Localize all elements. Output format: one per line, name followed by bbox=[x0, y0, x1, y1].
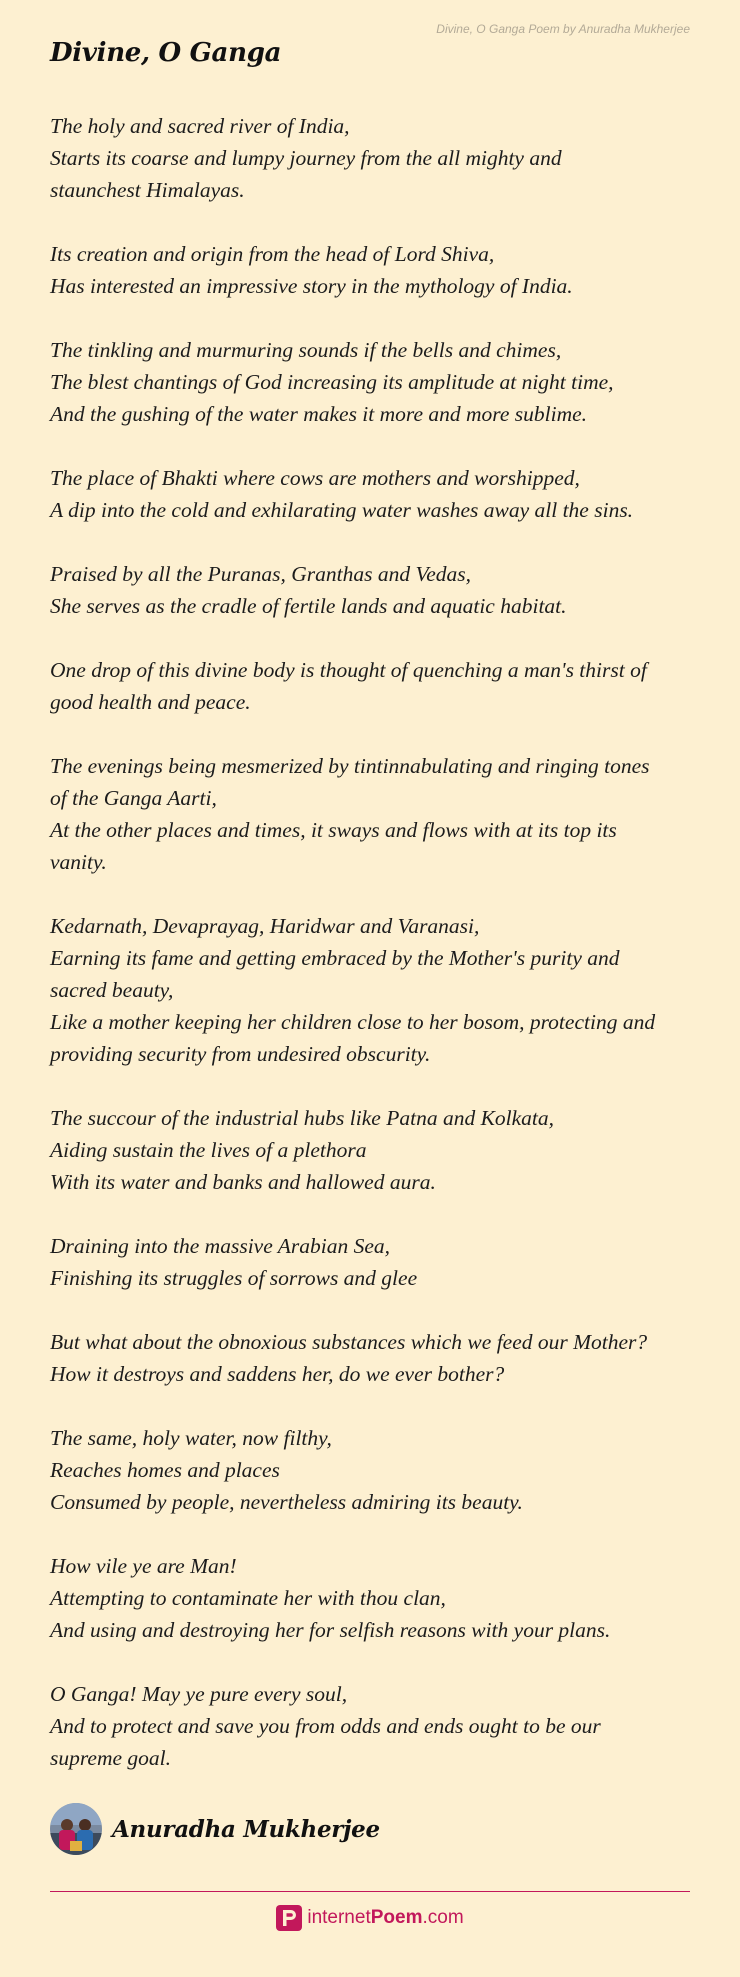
poem-line: Aiding sustain the lives of a plethora bbox=[50, 1138, 367, 1162]
poem-line: staunchest Himalayas. bbox=[50, 178, 245, 202]
author-avatar[interactable] bbox=[50, 1803, 102, 1855]
internetpoem-logo-icon bbox=[276, 1905, 302, 1931]
poem-line: The holy and sacred river of India, bbox=[50, 114, 350, 138]
poem-stanza bbox=[50, 910, 700, 1070]
poem-line: Kedarnath, Devaprayag, Haridwar and Varanasi, bbox=[50, 914, 480, 938]
poem-stanza bbox=[50, 462, 700, 526]
brand-bold: Poem bbox=[370, 1907, 423, 1928]
poem-line: And the gushing of the water makes it more and more sublime. bbox=[50, 402, 588, 426]
poem-line: Attempting to contaminate her with thou clan, bbox=[50, 1586, 446, 1610]
poem-stanza bbox=[50, 334, 700, 430]
poem-line: The place of Bhakti where cows are mothers and worshipped, bbox=[50, 466, 580, 490]
poem-line: The evenings being mesmerized by tintinnabulating and ringing tones bbox=[50, 754, 650, 778]
poem-line: Finishing its struggles of sorrows and glee bbox=[50, 1266, 418, 1290]
watermark-text: Divine, O Ganga Poem by Anuradha Mukherjee bbox=[436, 22, 690, 36]
poem-stanza bbox=[50, 1678, 700, 1774]
brand-suffix: .com bbox=[422, 1907, 464, 1928]
author-row[interactable] bbox=[50, 1803, 380, 1855]
poem-line: Its creation and origin from the head of Lord Shiva, bbox=[50, 242, 495, 266]
brand-prefix: internet bbox=[307, 1907, 371, 1928]
poem-line: supreme goal. bbox=[50, 1746, 172, 1770]
poem-line: of the Ganga Aarti, bbox=[50, 786, 217, 810]
poem-stanza bbox=[50, 1102, 700, 1198]
poem-line: Reaches homes and places bbox=[50, 1458, 280, 1482]
site-footer[interactable] bbox=[0, 1905, 740, 1931]
poem-stanza bbox=[50, 1422, 700, 1518]
poem-line: Earning its fame and getting embraced by the Mother's purity and bbox=[50, 946, 620, 970]
avatar-image-icon bbox=[50, 1803, 102, 1855]
poem-line: The same, holy water, now filthy, bbox=[50, 1426, 332, 1450]
poem-line: Consumed by people, nevertheless admiring its beauty. bbox=[50, 1490, 523, 1514]
poem-line: vanity. bbox=[50, 850, 107, 874]
poem-line: How it destroys and saddens her, do we ever bother? bbox=[50, 1362, 505, 1386]
poem-line: O Ganga! May ye pure every soul, bbox=[50, 1682, 348, 1706]
site-brand[interactable] bbox=[307, 1907, 463, 1929]
poem-line: But what about the obnoxious substances which we feed our Mother? bbox=[50, 1330, 648, 1354]
author-name[interactable]: Anuradha Mukherjee bbox=[112, 1815, 380, 1843]
poem-line: A dip into the cold and exhilarating water washes away all the sins. bbox=[50, 498, 634, 522]
poem-line: The tinkling and murmuring sounds if the bells and chimes, bbox=[50, 338, 562, 362]
poem-line: One drop of this divine body is thought of quenching a man's thirst of bbox=[50, 658, 647, 682]
poem-line: With its water and banks and hallowed aura. bbox=[50, 1170, 436, 1194]
poem-stanza bbox=[50, 558, 700, 622]
poem-stanza bbox=[50, 1550, 700, 1646]
poem-line: And to protect and save you from odds and ends ought to be our bbox=[50, 1714, 601, 1738]
poem-line: Like a mother keeping her children close to her bosom, protecting and bbox=[50, 1010, 656, 1034]
poem-body bbox=[50, 110, 700, 1806]
poem-title: Divine, O Ganga bbox=[50, 38, 282, 68]
poem-line: At the other places and times, it sways and flows with at its top its bbox=[50, 818, 617, 842]
poem-line: Starts its coarse and lumpy journey from the all mighty and bbox=[50, 146, 562, 170]
poem-line: And using and destroying her for selfish reasons with your plans. bbox=[50, 1618, 611, 1642]
poem-line: The succour of the industrial hubs like Patna and Kolkata, bbox=[50, 1106, 555, 1130]
poem-stanza bbox=[50, 238, 700, 302]
poem-stanza bbox=[50, 654, 700, 718]
poem-stanza bbox=[50, 110, 700, 206]
poem-line: She serves as the cradle of fertile lands and aquatic habitat. bbox=[50, 594, 567, 618]
poem-line: The blest chantings of God increasing its amplitude at night time, bbox=[50, 370, 614, 394]
poem-line: providing security from undesired obscurity. bbox=[50, 1042, 431, 1066]
poem-line: How vile ye are Man! bbox=[50, 1554, 237, 1578]
poem-stanza bbox=[50, 750, 700, 878]
footer-divider bbox=[50, 1891, 690, 1892]
poem-line: Has interested an impressive story in the mythology of India. bbox=[50, 274, 573, 298]
poem-line: sacred beauty, bbox=[50, 978, 174, 1002]
poem-line: good health and peace. bbox=[50, 690, 251, 714]
poem-stanza bbox=[50, 1230, 700, 1294]
poem-line: Draining into the massive Arabian Sea, bbox=[50, 1234, 391, 1258]
poem-stanza bbox=[50, 1326, 700, 1390]
poem-line: Praised by all the Puranas, Granthas and Vedas, bbox=[50, 562, 472, 586]
